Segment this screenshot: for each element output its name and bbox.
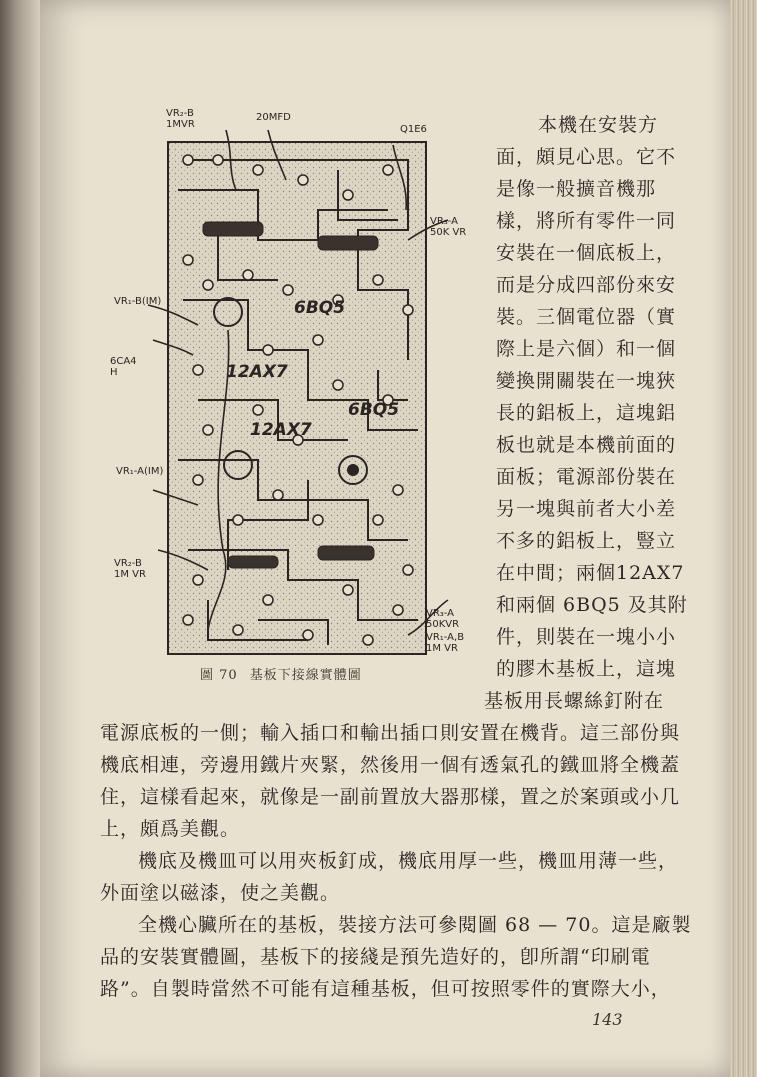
column-line: 際上是六個）和一個: [496, 338, 677, 360]
column-line: 面板；電源部份裝在: [496, 466, 677, 488]
column-line: 面，頗見心思。它不: [496, 146, 677, 168]
tube-label-6bq5-lower: 6BQ5: [348, 400, 400, 420]
6ca4-label: 6CA4 H: [110, 356, 137, 378]
capacitor-20mfd-label: 20MFD: [256, 112, 291, 123]
body-line: 全機心臟所在的基板，裝接方法可參閱圖 68 — 70。這是廠製: [138, 914, 692, 936]
book-gutter: [0, 0, 40, 1077]
figure-number: 圖 70: [200, 668, 238, 683]
vr2b-bottom-label: VR₂-B 1M VR: [114, 558, 146, 580]
body-line: 機底及機皿可以用夾板釘成，機底用厚一些，機皿用薄一些，: [138, 850, 679, 872]
column-line: 變換開關裝在一塊狹: [496, 370, 677, 392]
tube-label-6bq5-upper: 6BQ5: [294, 298, 346, 318]
vr1a-label: VR₁-A(IM): [116, 466, 164, 477]
body-line: 品的安裝實體圖，基板下的接綫是預先造好的，卽所謂“印刷電: [100, 946, 651, 968]
body-line: 基板用長螺絲釘附在: [484, 690, 665, 712]
column-line: 在中間；兩個12AX7: [496, 562, 685, 584]
circuit-board-drawing: [108, 100, 488, 660]
column-line: 另一塊與前者大小差: [496, 498, 677, 520]
body-line: 上，頗爲美觀。: [100, 818, 241, 840]
body-line: 電源底板的一側；輸入插口和輸出插口則安置在機背。這三部份與: [100, 722, 681, 744]
vr1ab-label: VR₁-A,B 1M VR: [426, 632, 465, 654]
column-line: 件，則裝在一塊小小: [496, 626, 677, 648]
column-line: 的膠木基板上，這塊: [496, 658, 677, 680]
column-line: 裝。三個電位器（實: [496, 306, 677, 328]
column-line: 樣，將所有零件一同: [496, 210, 677, 232]
vr3a-top-label: VR₃-A 50K VR: [430, 216, 467, 238]
page-number: 143: [592, 1010, 623, 1029]
figure-title: 基板下接線實體圖: [249, 668, 362, 683]
column-line: 安裝在一個底板上，: [496, 242, 677, 264]
column-line: 不多的鋁板上，豎立: [496, 530, 677, 552]
vr1b-label: VR₁-B(IM): [114, 296, 162, 307]
column-line: 和兩個 6BQ5 及其附: [496, 594, 688, 616]
circuit-board-figure: [108, 100, 488, 660]
tube-label-12ax7-lower: 12AX7: [250, 420, 312, 440]
page-edges: [730, 0, 757, 1077]
column-line: 是像一般擴音機那: [496, 178, 657, 200]
body-line: 路”。自製時當然不可能有這種基板，但可按照零件的實際大小，: [100, 978, 671, 1000]
vr3a-bottom-label: VR₃-A 50KVR: [426, 608, 460, 630]
q1e6-label: Q1E6: [400, 124, 427, 135]
column-line: 板也就是本機前面的: [496, 434, 677, 456]
figure-caption: [200, 664, 374, 683]
body-line: 住，這樣看起來，就像是一副前置放大器那樣，置之於案頭或小几: [100, 786, 681, 808]
column-line: 本機在安裝方: [538, 114, 659, 136]
column-line: 而是分成四部份來安: [496, 274, 677, 296]
body-line: 機底相連，旁邊用鐵片夾緊，然後用一個有透氣孔的鐵皿將全機蓋: [100, 754, 681, 776]
tube-label-12ax7-upper: 12AX7: [226, 362, 288, 382]
body-line: 外面塗以磁漆，使之美觀。: [100, 882, 341, 904]
column-line: 長的鋁板上，這塊鋁: [496, 402, 677, 424]
vr2b-top-label: VR₂-B 1MVR: [166, 108, 195, 130]
